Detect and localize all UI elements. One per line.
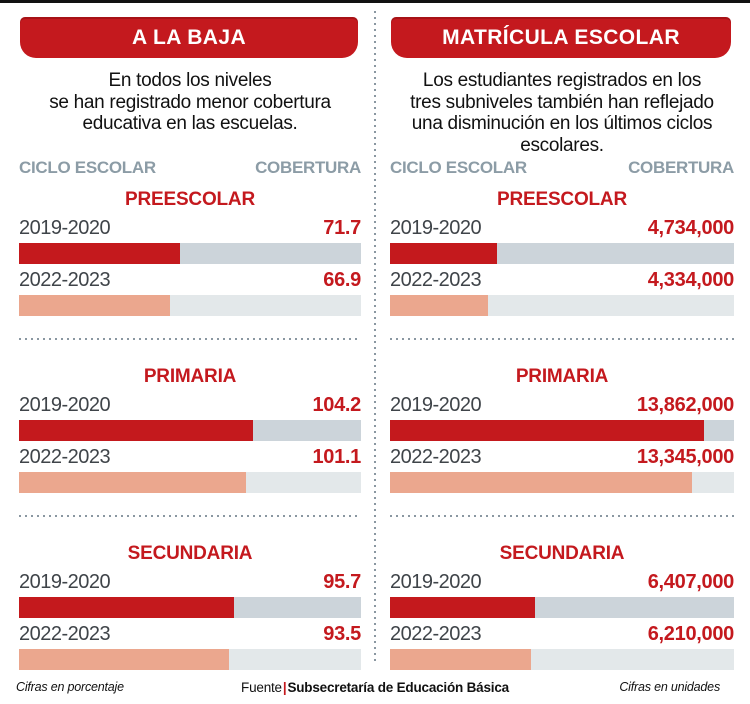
bar-track (390, 649, 734, 670)
row-head (390, 572, 734, 592)
section-title: SECUNDARIA (499, 543, 625, 564)
section-preescolar (390, 190, 734, 316)
source-prefix: Fuente (241, 680, 282, 695)
bar-row (390, 218, 734, 264)
section-secundaria (19, 517, 361, 670)
bar-track (19, 420, 361, 441)
intro-line: tres subniveles también han reflejado (410, 91, 714, 113)
cycle-label: 2022-2023 (390, 269, 482, 291)
banner-matricula-escolar: MATRÍCULA ESCOLAR (391, 17, 731, 58)
section-primaria (19, 340, 361, 493)
bar-fill (390, 420, 704, 441)
intro-text-cobertura (19, 70, 361, 158)
bar-track (19, 649, 361, 670)
bar-row (390, 572, 734, 618)
bar-fill (19, 597, 234, 618)
intro-line: escolares. (520, 134, 604, 156)
bar-fill (19, 420, 253, 441)
header-cobertura: COBERTURA (628, 158, 734, 177)
footer (0, 680, 750, 694)
value-label: 13,862,000 (636, 394, 734, 416)
row-head (19, 572, 361, 592)
bar-row (390, 447, 734, 493)
row-head (19, 624, 361, 644)
value-label: 93.5 (323, 623, 361, 645)
column-headers (390, 158, 734, 178)
bar-row (19, 270, 361, 316)
intro-text-matricula (390, 70, 734, 158)
row-head (390, 395, 734, 415)
cycle-label: 2019-2020 (390, 571, 482, 593)
column-headers (19, 158, 361, 178)
row-head (390, 624, 734, 644)
bar-row (390, 270, 734, 316)
header-ciclo-escolar: CICLO ESCOLAR (19, 158, 156, 177)
value-label: 104.2 (312, 394, 361, 416)
cycle-label: 2022-2023 (19, 269, 111, 291)
bar-fill (19, 472, 246, 493)
bar-track (19, 472, 361, 493)
row-head (390, 447, 734, 467)
bar-fill (390, 649, 531, 670)
bar-fill (390, 295, 488, 316)
bar-row (19, 447, 361, 493)
bar-track (19, 243, 361, 264)
header-ciclo-escolar: CICLO ESCOLAR (390, 158, 527, 177)
cycle-label: 2022-2023 (19, 446, 111, 468)
bar-fill (19, 243, 180, 264)
section-secundaria (390, 517, 734, 670)
section-title: SECUNDARIA (127, 543, 253, 564)
section-title: PRIMARIA (143, 366, 237, 387)
value-label: 71.7 (323, 217, 361, 239)
bar-track (390, 472, 734, 493)
bar-fill (19, 649, 229, 670)
column-matricula (375, 17, 750, 670)
row-head (390, 270, 734, 290)
intro-line: En todos los niveles (108, 70, 272, 91)
value-label: 4,334,000 (647, 269, 734, 291)
section-preescolar (19, 190, 361, 316)
intro-line: se han registrado menor cobertura (49, 91, 331, 113)
value-label: 101.1 (312, 446, 361, 468)
column-cobertura (0, 17, 375, 670)
bar-row (19, 572, 361, 618)
bar-fill (19, 295, 170, 316)
bar-track (390, 295, 734, 316)
bar-fill (390, 597, 535, 618)
source-name: Subsecretaría de Educación Básica (287, 680, 509, 695)
bar-fill (390, 472, 692, 493)
section-title: PREESCOLAR (125, 189, 255, 210)
row-head (19, 218, 361, 238)
bar-fill (390, 243, 497, 264)
value-label: 6,407,000 (647, 571, 734, 593)
section-primaria (390, 340, 734, 493)
vertical-dotted-divider (374, 11, 376, 661)
footer-note-right: Cifras en unidades (619, 680, 720, 694)
row-head (19, 270, 361, 290)
value-label: 4,734,000 (647, 217, 734, 239)
value-label: 6,210,000 (647, 623, 734, 645)
section-title: PRIMARIA (515, 366, 609, 387)
intro-line: Los estudiantes registrados en los (422, 70, 702, 91)
bar-track (390, 597, 734, 618)
cycle-label: 2019-2020 (19, 571, 111, 593)
value-label: 66.9 (323, 269, 361, 291)
bar-track (19, 597, 361, 618)
value-label: 13,345,000 (636, 446, 734, 468)
cycle-label: 2022-2023 (19, 623, 111, 645)
header-cobertura: COBERTURA (255, 158, 361, 177)
bar-row (19, 395, 361, 441)
bar-row (390, 395, 734, 441)
row-head (19, 447, 361, 467)
cycle-label: 2022-2023 (390, 623, 482, 645)
bar-track (390, 420, 734, 441)
row-head (390, 218, 734, 238)
cycle-label: 2019-2020 (390, 394, 482, 416)
value-label: 95.7 (323, 571, 361, 593)
cycle-label: 2022-2023 (390, 446, 482, 468)
footer-note-left: Cifras en porcentaje (16, 680, 124, 694)
bar-row (19, 218, 361, 264)
row-head (19, 395, 361, 415)
bar-track (19, 295, 361, 316)
banner-a-la-baja: A LA BAJA (20, 17, 358, 58)
section-title: PREESCOLAR (497, 189, 627, 210)
cycle-label: 2019-2020 (19, 394, 111, 416)
bar-row (390, 624, 734, 670)
cycle-label: 2019-2020 (390, 217, 482, 239)
cycle-label: 2019-2020 (19, 217, 111, 239)
bar-row (19, 624, 361, 670)
bar-track (390, 243, 734, 264)
infographic-body (0, 3, 750, 670)
source-separator: | (282, 680, 287, 695)
intro-line: una disminución en los últimos ciclos (411, 113, 713, 134)
intro-line: educativa en las escuelas. (82, 113, 298, 134)
